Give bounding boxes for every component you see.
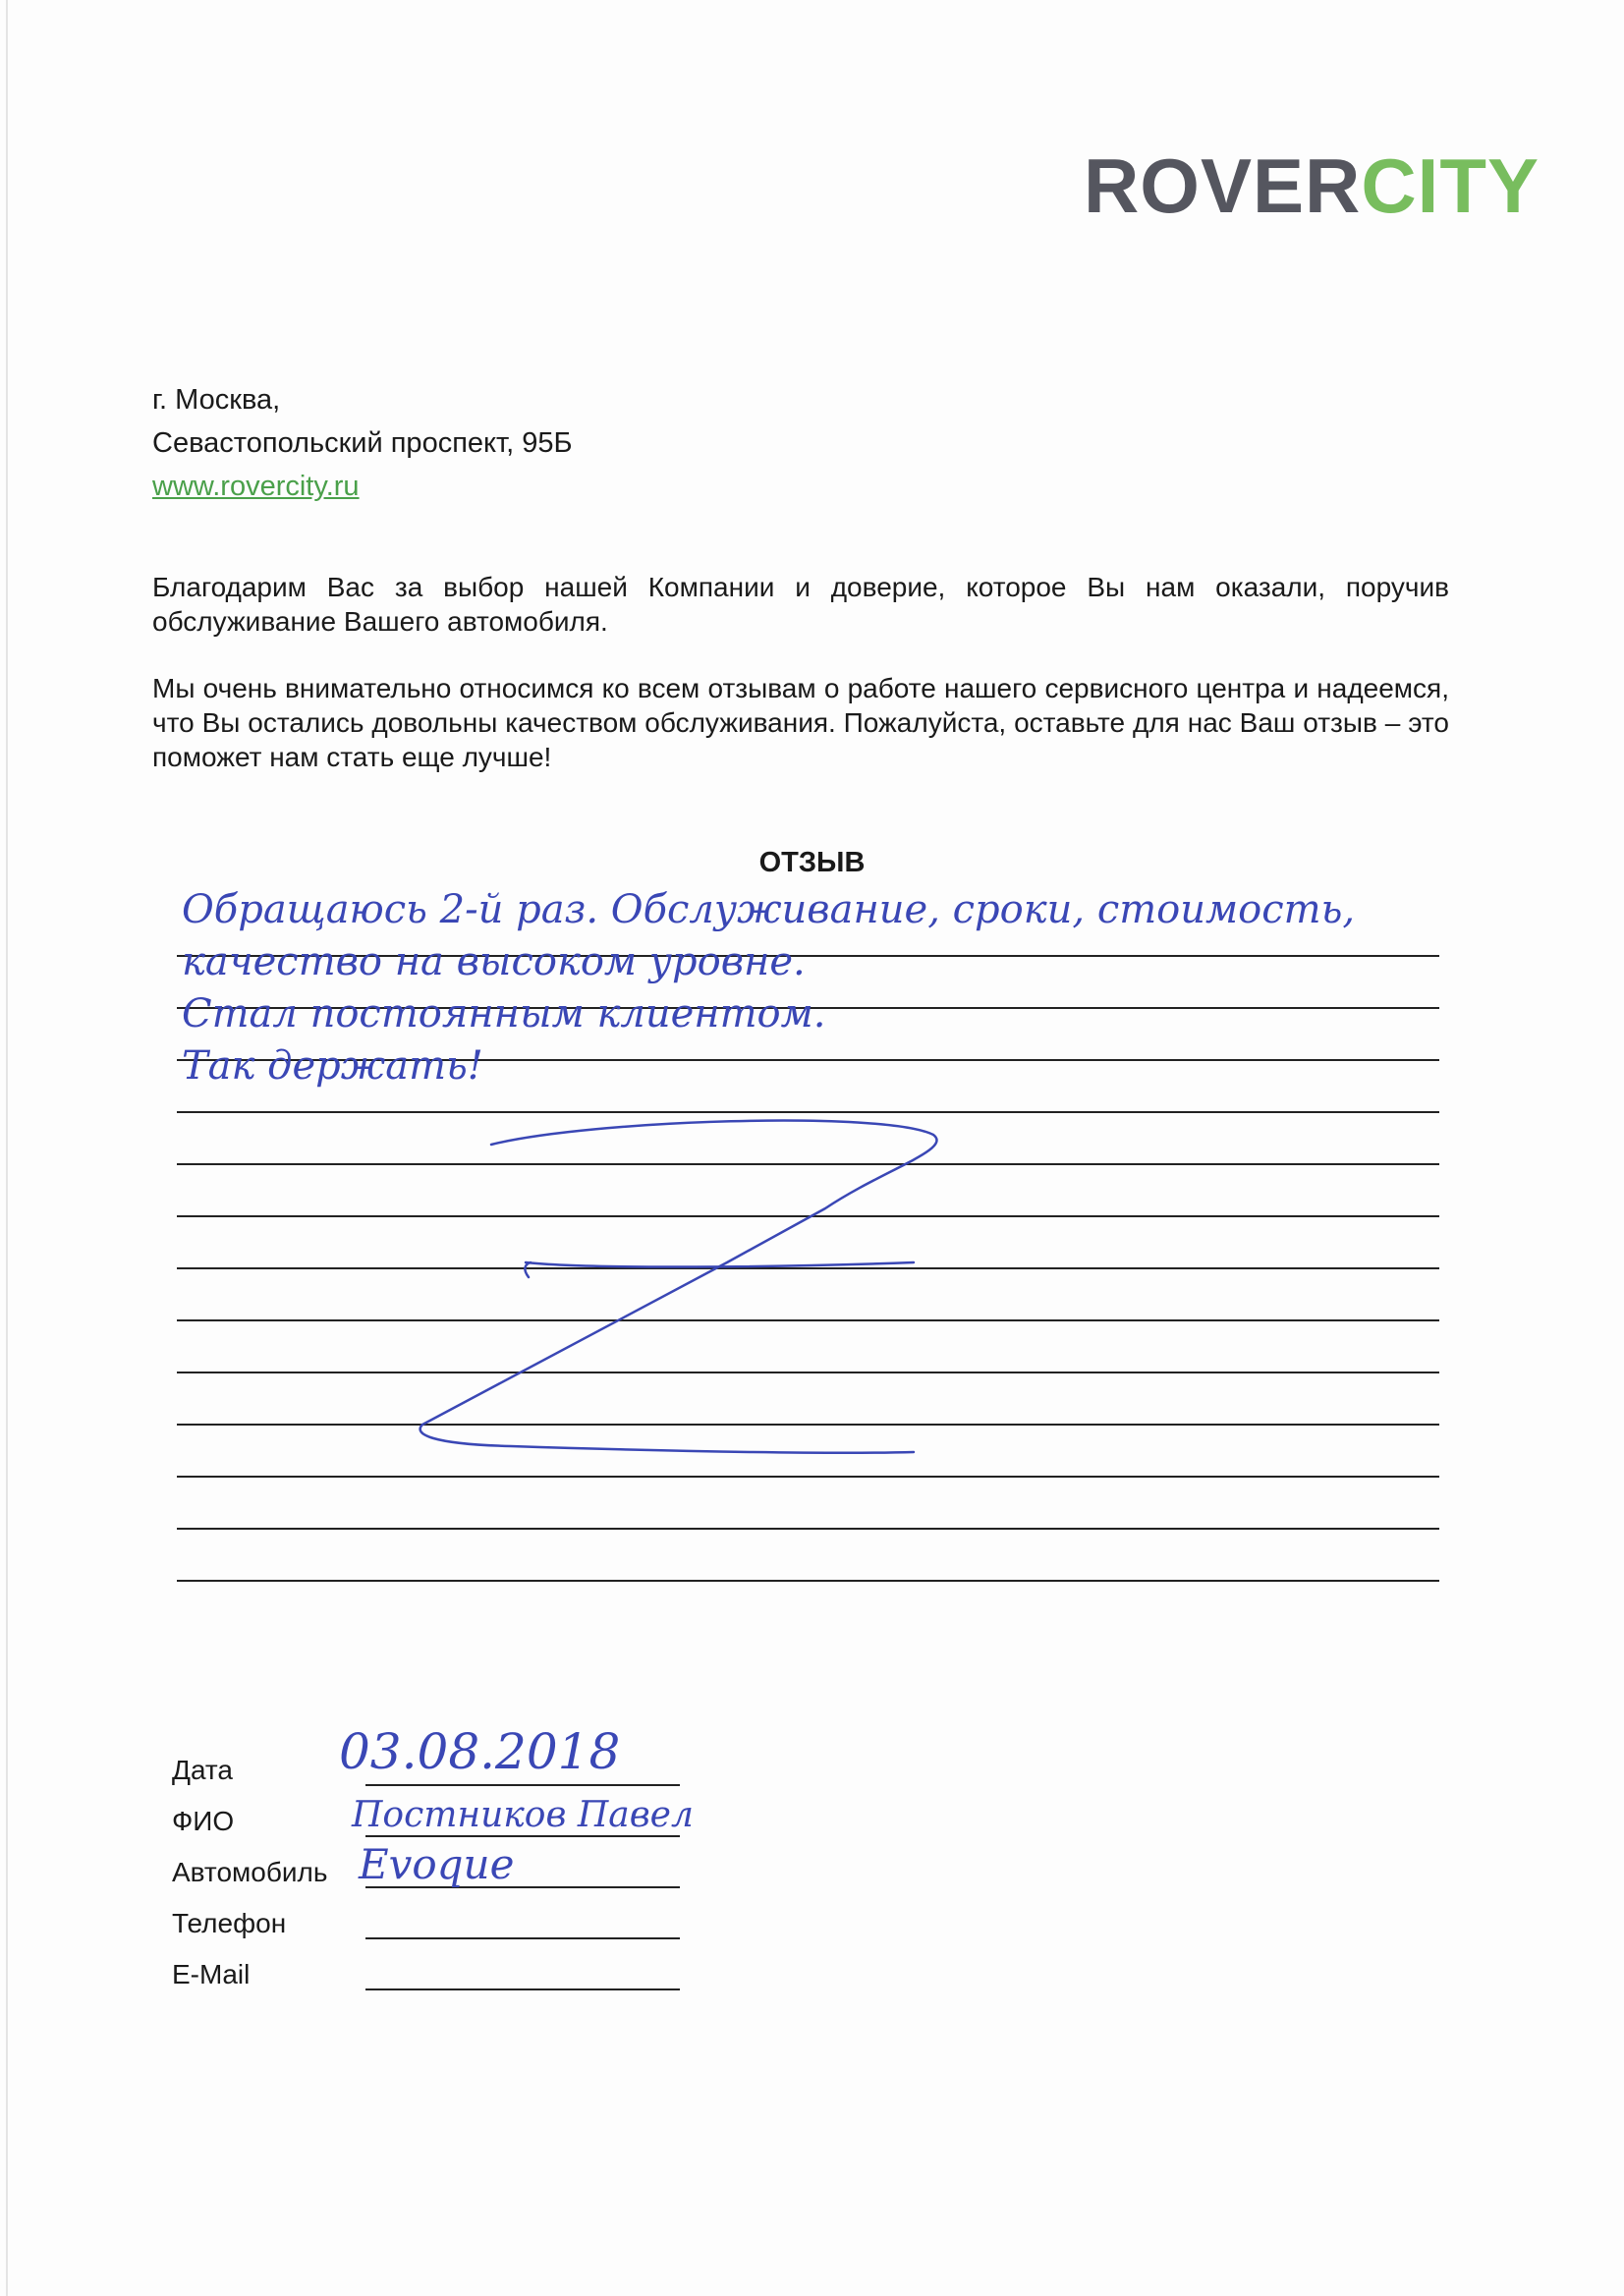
form-row-phone: [172, 1892, 761, 1943]
ruled-line: [177, 1215, 1439, 1217]
form-row-name: [172, 1790, 761, 1841]
email-label: E-Mail: [172, 1959, 251, 1989]
ruled-line: [177, 1476, 1439, 1478]
ruled-line: [177, 1372, 1439, 1373]
form-row-email: [172, 1943, 761, 1994]
address-block: [152, 378, 573, 508]
ruled-line: [177, 1319, 1439, 1321]
handwritten-line: Стал постоянным клиентом.: [182, 991, 826, 1036]
date-label: Дата: [172, 1755, 234, 1785]
website-link[interactable]: www.rovercity.ru: [152, 471, 360, 502]
name-label: ФИО: [172, 1806, 235, 1836]
handwritten-line: Обращаюсь 2-й раз. Обслуживание, сроки, стоимость,: [182, 887, 1356, 932]
handwritten-line: Так держать!: [182, 1043, 483, 1089]
rovercity-logo: [1083, 142, 1540, 229]
intro-paragraph-feedback: Мы очень внимательно относимся ко всем отзывам о работе нашего сервисного центра и надеемся, что Вы остались довольны качеством обслуживания. Пожалуйста, оставьте для нас Ваш отзыв – это поможет нам стать еще лучше!: [152, 673, 1449, 772]
address-street: Севастопольский проспект, 95Б: [152, 427, 573, 459]
car-value[interactable]: Evoque: [359, 1840, 515, 1888]
address-city: г. Москва,: [152, 384, 281, 416]
ruled-line: [177, 1111, 1439, 1113]
phone-label: Телефон: [172, 1908, 287, 1938]
form-row-car: [172, 1841, 761, 1892]
ruled-line: [177, 1163, 1439, 1165]
ruled-line: [177, 1267, 1439, 1269]
car-label: Автомобиль: [172, 1857, 328, 1887]
logo-part-city: CITY: [1361, 142, 1540, 229]
name-value[interactable]: Постников Павел: [352, 1795, 694, 1835]
date-value[interactable]: 03.08.2018: [339, 1723, 621, 1780]
name-line: [365, 1835, 680, 1837]
email-line[interactable]: [365, 1988, 680, 1990]
review-heading: ОТЗЫВ: [758, 847, 866, 878]
ruled-line: [177, 1580, 1439, 1582]
logo-part-rover: ROVER: [1083, 142, 1362, 229]
handwritten-line: качество на высоком уровне.: [182, 939, 806, 984]
form-row-date: [172, 1723, 761, 1790]
ruled-line: [177, 1424, 1439, 1426]
page-edge: [6, 0, 8, 2296]
phone-line[interactable]: [365, 1937, 680, 1939]
date-line: [365, 1784, 680, 1786]
ruled-line: [177, 1528, 1439, 1530]
intro-paragraph-thanks: Благодарим Вас за выбор нашей Компании и доверие, которое Вы нам оказали, поручив обслуживание Вашего автомобиля.: [152, 572, 1449, 637]
handwritten-review: [182, 884, 1459, 1092]
